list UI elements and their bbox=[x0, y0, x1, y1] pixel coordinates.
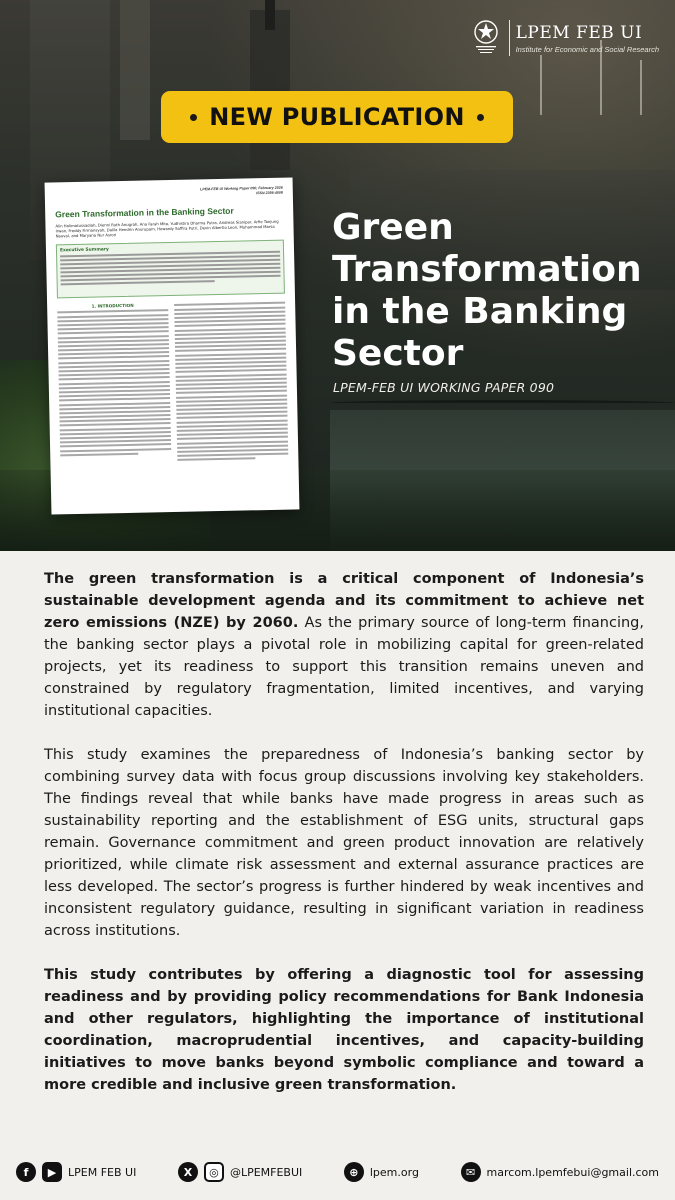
mail-icon: ✉ bbox=[461, 1162, 481, 1182]
bullet-icon bbox=[477, 114, 484, 121]
facebook-icon: f bbox=[16, 1162, 36, 1182]
logo-subtitle: Institute for Economic and Social Research bbox=[515, 44, 659, 54]
background-building bbox=[120, 0, 150, 140]
bullet-icon bbox=[190, 114, 197, 121]
facebook-youtube-handle: LPEM FEB UI bbox=[68, 1165, 137, 1179]
abstract-paragraph-3 bbox=[44, 964, 644, 1096]
intro-heading: 1. INTRODUCTION bbox=[91, 302, 134, 309]
background-bridge bbox=[330, 400, 675, 406]
paper-header bbox=[55, 186, 283, 200]
background-spire bbox=[265, 0, 275, 30]
abstract-paragraph-1 bbox=[44, 568, 644, 722]
abstract-body bbox=[44, 568, 644, 1118]
abstract-conclusion-bold: This study contributes by offering a diagnostic tool for assessing readiness and by providing policy recommendations for Bank Indonesia and other regulators, highlighting the importance of institutional coordination, macroprudential incentives, and capacity-building initiatives to move banks beyond symbolic compliance and toward a more credible and inclusive green transformation. bbox=[44, 967, 644, 1093]
footer-email[interactable] bbox=[461, 1162, 659, 1182]
abstract-paragraph-2: This study examines the preparedness of Indonesia’s banking sector by combining survey data with focus group discussions involving key stakeholders. The findings reveal that while banks have made progress in areas such as sustainability reporting and the establishment of ESG units, structural gaps remain. Governance commitment and green product innovation are relatively prioritized, while climate risk assessment and external assurance practices are less developed. The sector’s progress is further hindered by weak incentives and inconsistent regulatory guidance, resulting in significant variation in readiness across institutions. bbox=[44, 747, 644, 939]
lpem-logo[interactable] bbox=[469, 18, 659, 58]
abstract-lead-rest: As the primary source of long-term financing, the banking sector plays a pivotal role in mobilizing capital for green-related projects, yet its readiness to support this transition remains uneven and constrained by regulatory fragmentation, limited incentives, and varying institutional capacities. bbox=[44, 615, 644, 719]
paper-cover-thumbnail[interactable] bbox=[45, 177, 300, 514]
abstract-lead-bold: The green transformation is a critical component of Indonesia’s sustainable development agenda and its commitment to achieve net zero emissions (NZE) by 2060. bbox=[44, 571, 644, 631]
instagram-icon: ◎ bbox=[204, 1162, 224, 1182]
footer-website[interactable] bbox=[344, 1162, 419, 1182]
paper-authors: Alin Halimatussadiah, Dienni Ruth Anugrah, Ana Farah Mita, Yudhistira Dharma Putra, Andreas Sianipar, Arfie Tanjung Irwan, Freddy Firmansyah, Dalila Hendrin Anurupam, Howardy Saffira Putri, Devin Albertio Leon, Muhammad Marsa Nauval, and Maryana Nur Asrori bbox=[55, 218, 279, 239]
hero-banner bbox=[0, 0, 675, 551]
summary-heading: Executive Summary bbox=[59, 247, 109, 254]
email-link[interactable]: marcom.lpemfebui@gmail.com bbox=[486, 1165, 659, 1179]
x-icon: X bbox=[178, 1162, 198, 1182]
working-paper-label: LPEM-FEB UI WORKING PAPER 090 bbox=[333, 380, 555, 395]
website-link[interactable]: lpem.org bbox=[369, 1165, 419, 1179]
x-instagram-handle: @LPEMFEBUI bbox=[229, 1165, 303, 1179]
footer-facebook-youtube[interactable] bbox=[16, 1162, 136, 1182]
logo-divider bbox=[509, 20, 510, 56]
university-emblem-icon bbox=[469, 18, 503, 58]
logo-name: LPEM FEB UI bbox=[515, 22, 643, 43]
publication-title: Green Transformation in the Banking Sector bbox=[332, 207, 642, 374]
contact-footer bbox=[0, 1144, 675, 1200]
new-publication-badge bbox=[161, 91, 513, 143]
badge-label: NEW PUBLICATION bbox=[209, 103, 465, 131]
paper-issn-line: ISSN 2356-4008 bbox=[256, 190, 283, 195]
footer-x-instagram[interactable] bbox=[178, 1162, 302, 1182]
wind-turbine-icon bbox=[540, 55, 542, 115]
background-tower bbox=[250, 10, 290, 170]
globe-icon: ⊕ bbox=[344, 1162, 364, 1182]
wind-turbine-icon bbox=[640, 60, 642, 115]
paper-series-line: LPEM-FEB UI Working Paper 090, February 2026 bbox=[200, 185, 283, 192]
paper-title: Green Transformation in the Banking Sector bbox=[55, 205, 234, 220]
youtube-icon: ▶ bbox=[42, 1162, 62, 1182]
paper-executive-summary bbox=[56, 240, 285, 299]
paper-body-columns bbox=[57, 300, 288, 464]
